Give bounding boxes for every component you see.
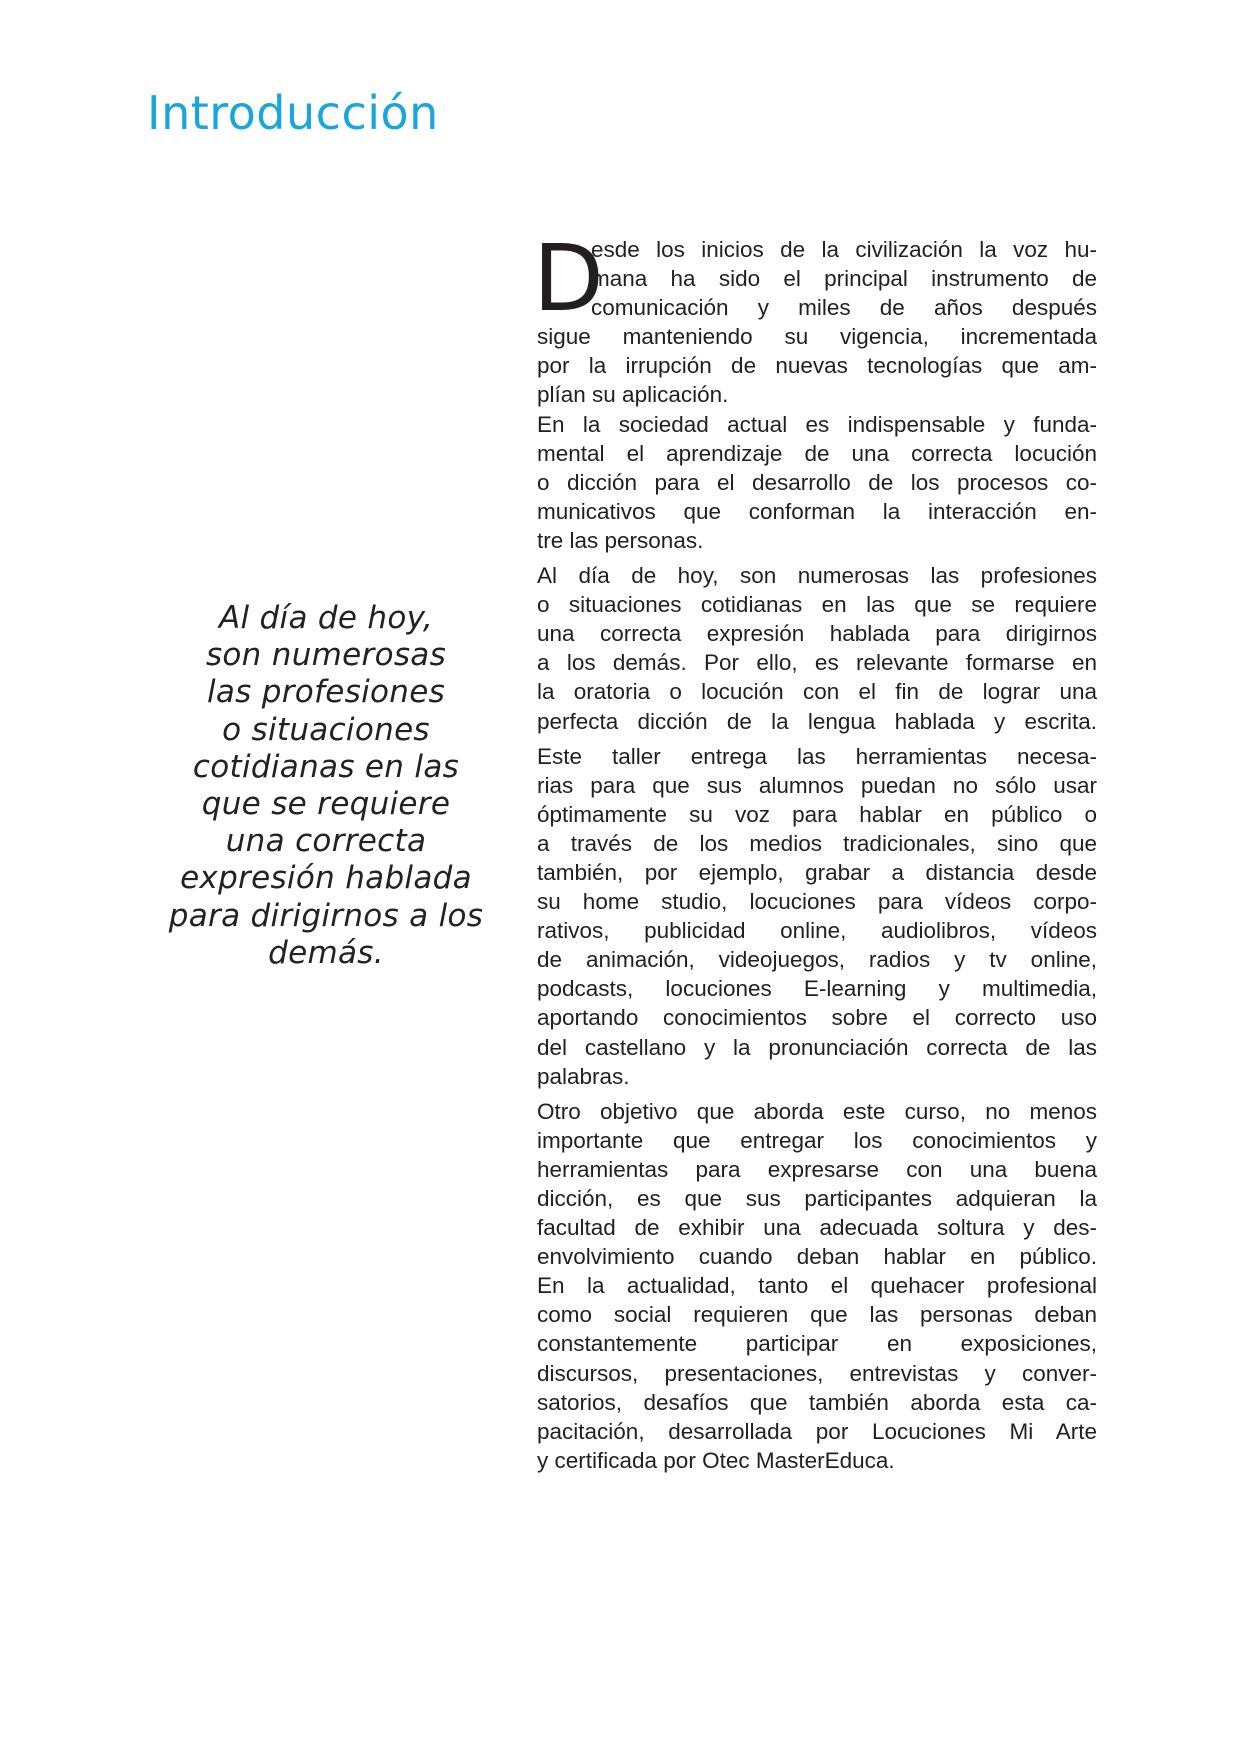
body-text-column bbox=[533, 225, 1097, 1481]
text-line: satorios, desafíos que también aborda esta ca- bbox=[537, 1389, 1097, 1415]
text-line: o dicción para el desarrollo de los procesos co- bbox=[537, 469, 1097, 495]
text-line: discursos, presentaciones, entrevistas y conver- bbox=[537, 1360, 1097, 1386]
text-line: palabras. bbox=[537, 1063, 630, 1089]
text-line: la oratoria o locución con el fin de lograr una bbox=[537, 679, 1097, 705]
pull-quote-line: o situaciones bbox=[222, 711, 430, 748]
text-line: rativos, publicidad online, audiolibros, vídeos bbox=[537, 918, 1097, 944]
text-line: sigue manteniendo su vigencia, incrementada bbox=[537, 324, 1097, 350]
text-line: envolvimiento cuando deban hablar en público. bbox=[537, 1244, 1097, 1270]
text-line: En la sociedad actual es indispensable y funda- bbox=[537, 411, 1097, 437]
text-line: Otro objetivo que aborda este curso, no menos bbox=[537, 1098, 1097, 1124]
text-line: o situaciones cotidianas en las que se requiere bbox=[537, 592, 1097, 618]
text-line: su home studio, locuciones para vídeos corpo- bbox=[537, 889, 1097, 915]
text-line: importante que entregar los conocimientos y bbox=[537, 1127, 1097, 1153]
text-line: una correcta expresión hablada para dirigirnos bbox=[537, 621, 1097, 647]
text-line: mental el aprendizaje de una correcta locución bbox=[537, 440, 1097, 466]
text-line: óptimamente su voz para hablar en público o bbox=[537, 801, 1097, 827]
text-line: como social requieren que las personas deban bbox=[537, 1302, 1097, 1328]
text-line: En la actualidad, tanto el quehacer profesional bbox=[537, 1273, 1097, 1299]
text-line: podcasts, locuciones E-learning y multimedia, bbox=[537, 976, 1097, 1002]
text-line: esde los inicios de la civilización la voz hu- bbox=[591, 237, 1097, 262]
pull-quote-line: que se requiere bbox=[201, 786, 451, 823]
text-line: constantemente participar en exposiciones, bbox=[537, 1331, 1097, 1357]
text-line: facultad de exhibir una adecuada soltura y des- bbox=[537, 1215, 1097, 1241]
paragraph-intro bbox=[533, 225, 1097, 410]
pull-quote-line: las profesiones bbox=[206, 674, 446, 711]
text-line: del castellano y la pronunciación correcta de las bbox=[537, 1034, 1097, 1060]
text-line: plían su aplicación. bbox=[537, 382, 729, 408]
pull-quote-line: para dirigirnos a los bbox=[168, 897, 484, 934]
text-line: Al día de hoy, son numerosas las profesiones bbox=[537, 563, 1097, 589]
text-line: aportando conocimientos sobre el correcto uso bbox=[537, 1005, 1097, 1031]
drop-cap: D bbox=[533, 225, 604, 332]
text-line: comunicación y miles de años después bbox=[591, 295, 1097, 321]
paragraph-professions bbox=[537, 561, 1097, 736]
text-line: municativos que conforman la interacción en- bbox=[537, 498, 1097, 524]
text-line: tre las personas. bbox=[537, 527, 704, 553]
text-line: y certificada por Otec MasterEduca. bbox=[537, 1447, 895, 1473]
text-line: dicción, es que sus participantes adquieran la bbox=[537, 1186, 1097, 1211]
paragraph-objective bbox=[537, 1097, 1097, 1475]
text-line: pacitación, desarrollada por Locuciones Mi Arte bbox=[537, 1418, 1097, 1444]
text-line: también, por ejemplo, grabar a distancia desde bbox=[537, 859, 1097, 885]
text-line: perfecta dicción de la lengua hablada y escrita. bbox=[537, 708, 1097, 734]
text-line: herramientas para expresarse con una buena bbox=[537, 1156, 1097, 1182]
text-line: de animación, videojuegos, radios y tv online, bbox=[537, 947, 1097, 973]
paragraph-society bbox=[537, 410, 1097, 555]
paragraph-workshop bbox=[537, 742, 1097, 1091]
text-line: a los demás. Por ello, es relevante formarse en bbox=[537, 650, 1097, 676]
pull-quote-line: una correcta bbox=[225, 823, 427, 860]
text-line: Este taller entrega las herramientas necesa- bbox=[537, 743, 1097, 769]
pull-quote bbox=[140, 600, 512, 972]
text-line: a través de los medios tradicionales, sino que bbox=[537, 830, 1097, 856]
pull-quote-line: Al día de hoy, bbox=[218, 600, 434, 636]
pull-quote-line: son numerosas bbox=[205, 637, 447, 674]
pull-quote-line: demás. bbox=[268, 934, 384, 971]
pull-quote-line: expresión hablada bbox=[180, 860, 472, 897]
pull-quote-line: cotidianas en las bbox=[192, 748, 460, 785]
text-line: rias para que sus alumnos puedan no sólo usar bbox=[537, 772, 1097, 798]
text-line: por la irrupción de nuevas tecnologías que am- bbox=[537, 353, 1097, 379]
text-line: mana ha sido el principal instrumento de bbox=[591, 266, 1097, 292]
page-title: Introducción bbox=[147, 86, 439, 140]
